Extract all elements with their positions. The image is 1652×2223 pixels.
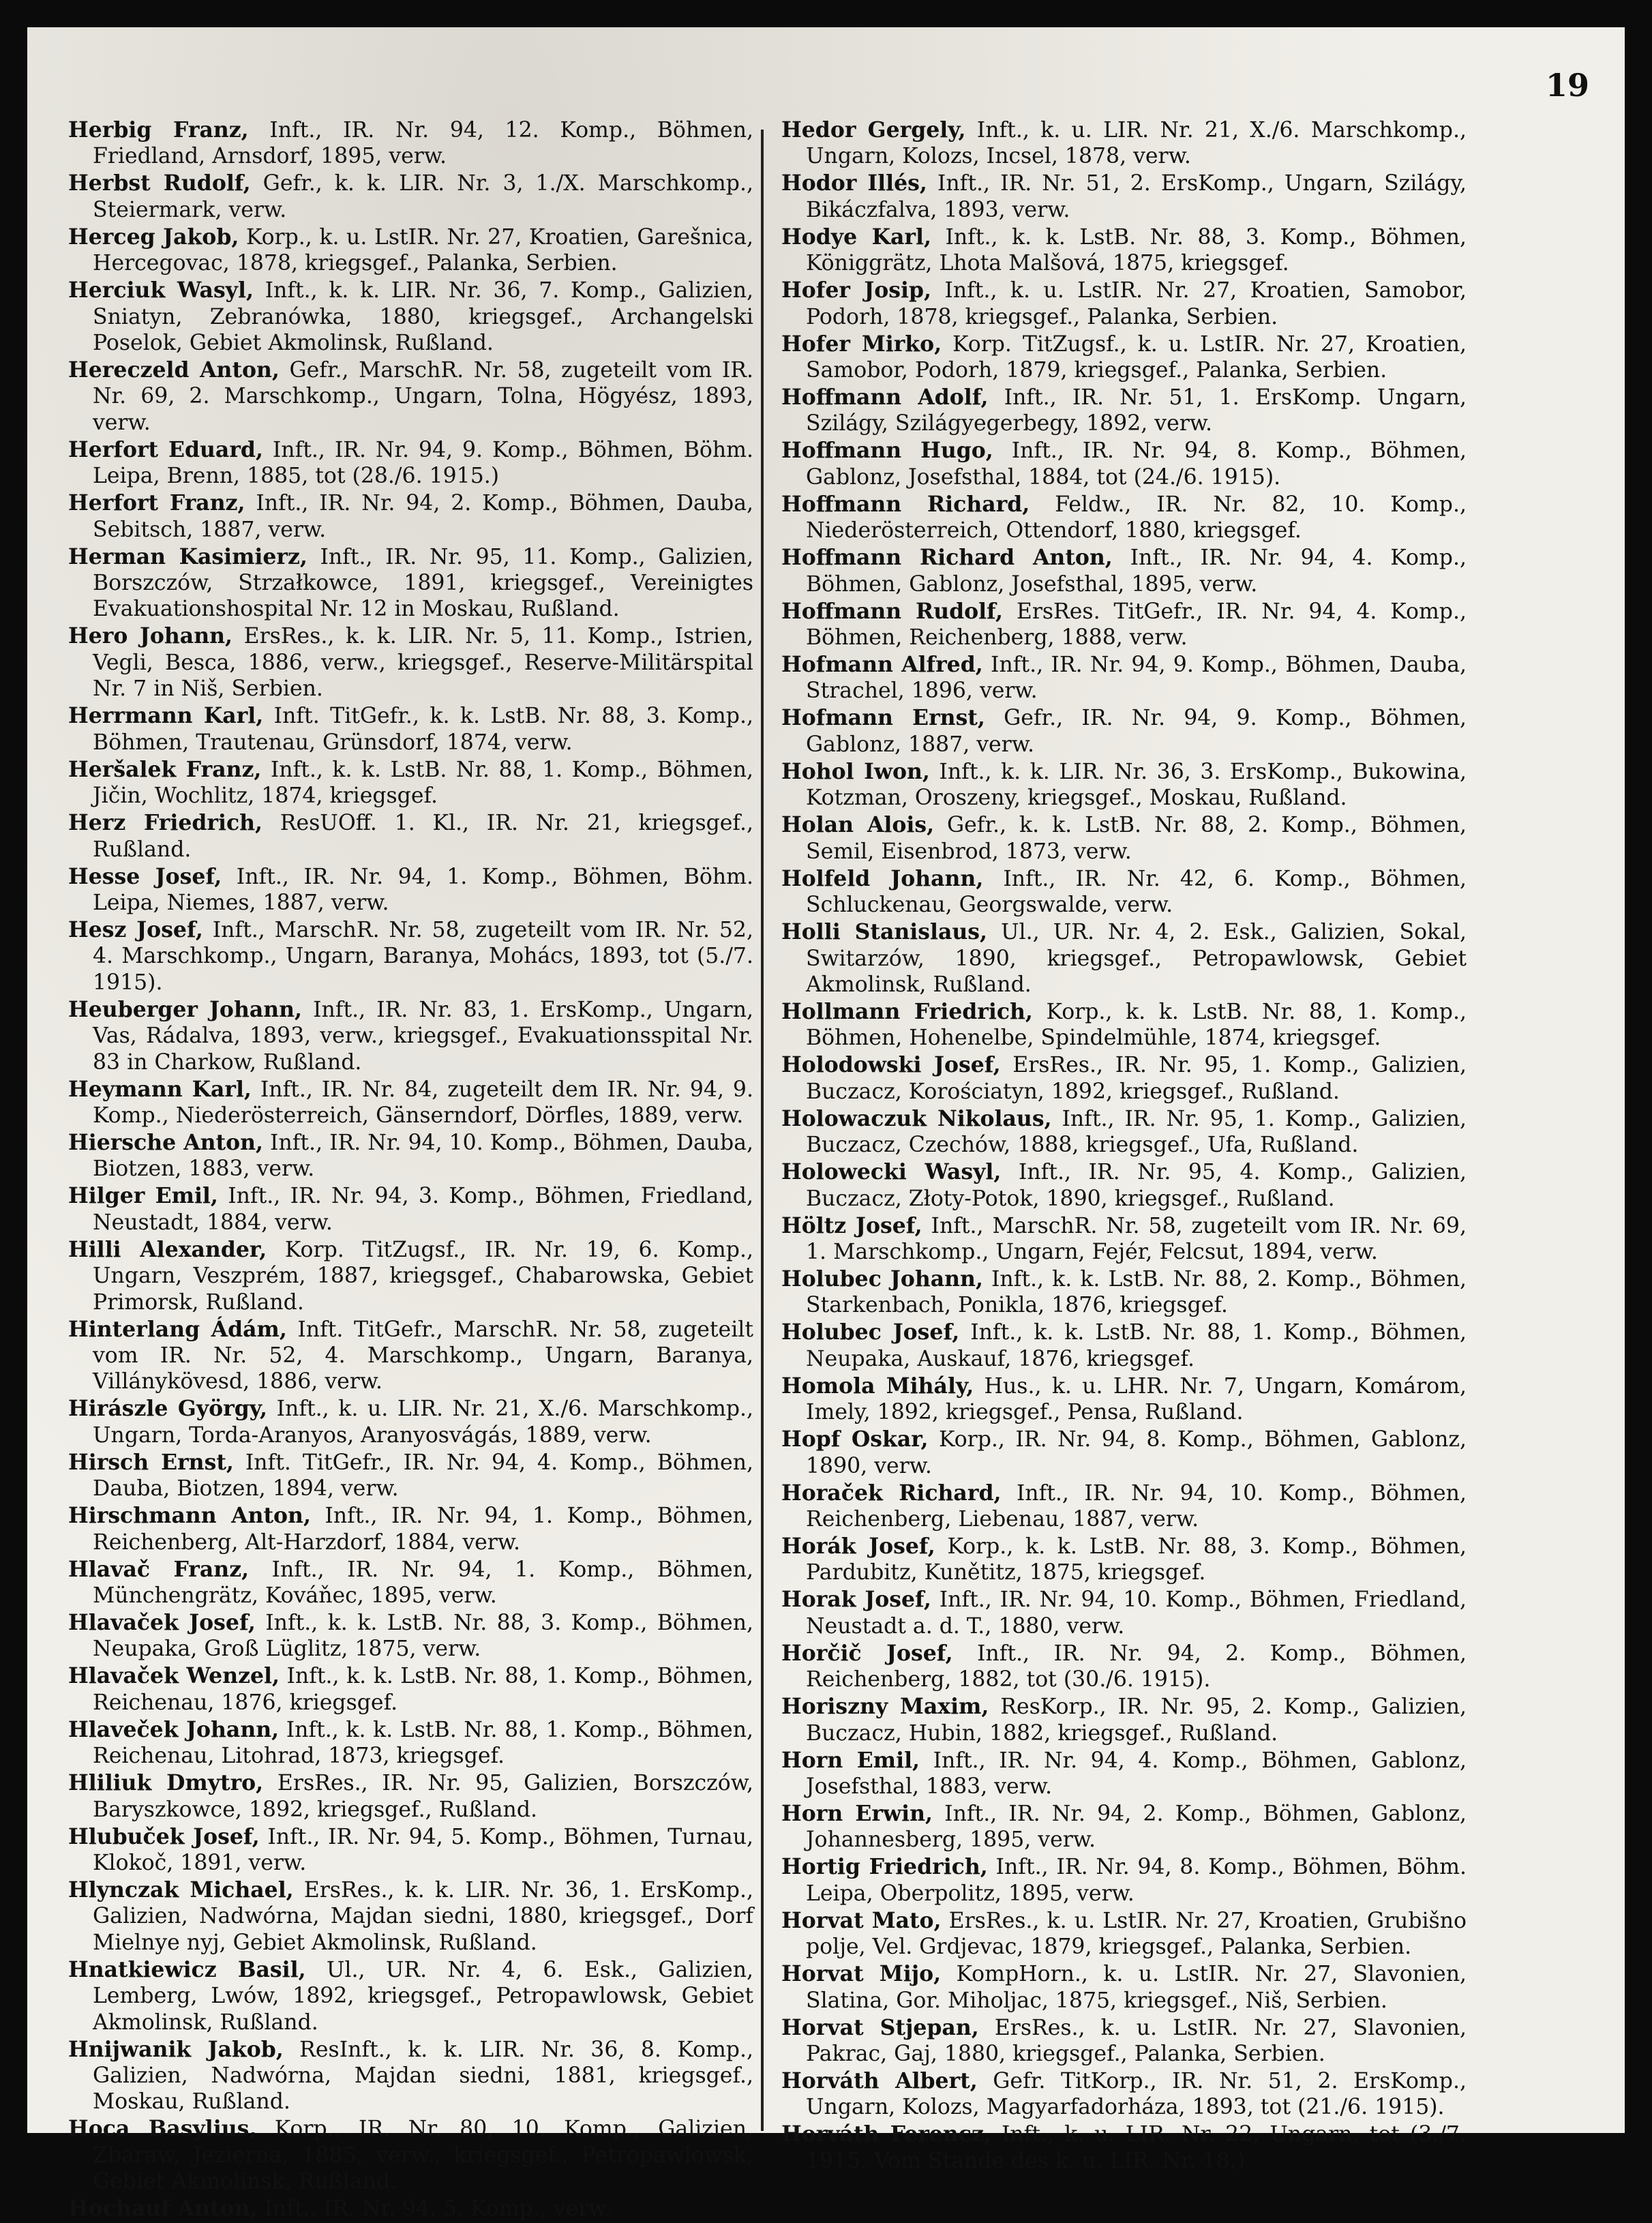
entry-details: Inft., k. u. LIR. Nr. 22, Ungarn, tot (3./7. 1915. Vom Stande des k. u. LIR. Nr. 18.) [806, 2122, 1467, 2173]
entry-name: Hlavaček Wenzel, [68, 1663, 280, 1689]
entry-name: Hopf Oskar, [781, 1427, 929, 1452]
entry-details: ErsRes. TitGefr., IR. Nr. 94, 4. Komp., Böhmen, Reichenberg, 1888, verw. [806, 599, 1467, 651]
entry-details: Inft., k. k. LstB. Nr. 88, 1. Komp., Böhmen, Neupaka, Auskauf, 1876, kriegsgef. [806, 1320, 1467, 1371]
list-entry [68, 1183, 753, 1236]
entry-name: Horvat Mato, [781, 1907, 942, 1933]
entry-details: Korp., k. u. LstIR. Nr. 27, Kroatien, Garešnica, Hercegovac, 1878, kriegsgef., Palanka, Serbien. [93, 224, 754, 276]
list-entry [781, 759, 1467, 811]
entry-details: Gefr., IR. Nr. 94, 9. Komp., Böhmen, Gablonz, 1887, verw. [806, 706, 1467, 757]
list-entry [68, 917, 753, 996]
entry-details: Inft. TitGefr., MarschR. Nr. 58, zugeteilt vom IR. Nr. 52, 4. Marschkomp., Ungarn, Baranya, Villánykövesd, 1886, verw. [93, 1317, 754, 1394]
entry-details: Hus., k. u. LHR. Nr. 7, Ungarn, Komárom, Imely, 1892, kriegsgef., Pensa, Rußland. [806, 1373, 1467, 1425]
list-entry [68, 1503, 753, 1555]
list-entry [68, 997, 753, 1075]
entry-name: Horváth Albert, [781, 2068, 978, 2094]
list-entry [68, 170, 753, 223]
entry-name: Herz Friedrich, [68, 810, 263, 836]
entry-name: Horvat Stjepan, [781, 2014, 979, 2040]
entry-name: Horaček Richard, [781, 1480, 1002, 1506]
entry-details: ResInft., k. k. LIR. Nr. 36, 8. Komp., Galizien, Nadwórna, Majdan siedni, 1881, kriegsgef., Moskau, Rußland. [93, 2037, 754, 2115]
entry-details: Gefr., k. k. LstB. Nr. 88, 2. Komp., Böhmen, Semil, Eisenbrod, 1873, verw. [806, 813, 1467, 864]
list-entry [781, 278, 1467, 330]
list-entry [68, 810, 753, 863]
entry-details: Korp., IR. Nr. 94, 8. Komp., Böhmen, Gablonz, 1890, verw. [806, 1427, 1467, 1478]
entry-details: Inft., IR. Nr. 94, 4. Komp., Böhmen, Gablonz, Josefsthal, 1895, verw. [806, 546, 1467, 597]
list-entry [781, 705, 1467, 758]
entry-name: Hoffmann Rudolf, [781, 598, 1003, 624]
entry-name: Höltz Josef, [781, 1212, 922, 1238]
list-entry [68, 544, 753, 623]
list-entry [68, 1610, 753, 1662]
entry-name: Horiszny Maxim, [781, 1694, 989, 1720]
entry-name: Hochauf Anton, [68, 2196, 258, 2222]
entry-name: Hofer Josip, [781, 278, 931, 303]
entry-details: Inft., IR. Nr. 94, 10. Komp., Böhmen, Reichenberg, Liebenau, 1887, verw. [806, 1480, 1467, 1532]
entry-details: Inft., k. u. LstIR. Nr. 27, Kroatien, Samobor, Podorh, 1878, kriegsgef., Palanka, Serbien. [806, 278, 1467, 329]
list-entry [68, 623, 753, 702]
entry-details: Inft., IR. Nr. 94, 2. Komp., Böhmen, Reichenberg, 1882, tot (30./6. 1915). [806, 1641, 1467, 1692]
entry-details: Inft., k. k. LstB. Nr. 88, 1. Komp., Böhmen, Reichenau, Litohrad, 1873, kriegsgef. [93, 1717, 753, 1769]
entry-details: Inft., IR. Nr. 94, 2. Komp., Böhmen, Dauba, Sebitsch, 1887, verw. [93, 491, 753, 542]
entry-details: Inft., IR. Nr. 94, 1. Komp., Böhmen, Reichenberg, Alt-Harzdorf, 1884, verw. [93, 1504, 753, 1555]
list-entry [68, 1317, 753, 1395]
entry-name: Hofmann Ernst, [781, 705, 985, 731]
entry-name: Horčič Josef, [781, 1640, 953, 1666]
entry-details: Inft., IR. Nr. 94, 3. Komp., Böhmen, Friedland, Neustadt, 1884, verw. [93, 1184, 753, 1235]
left-column [68, 117, 753, 2223]
entry-name: Hinterlang Ádám, [68, 1316, 287, 1342]
entry-details: Inft., IR. Nr. 94, 1. Komp., Böhmen, Böhm. Leipa, Niemes, 1887, verw. [93, 864, 753, 915]
entry-details: ResKorp., IR. Nr. 95, 2. Komp., Galizien, Buczacz, Hubin, 1882, kriegsgef., Rußland. [806, 1695, 1467, 1746]
entry-name: Heuberger Johann, [68, 996, 303, 1022]
entry-name: Hilger Emil, [68, 1183, 218, 1209]
entry-details: Inft., IR. Nr. 94, 10. Komp., Böhmen, Dauba, Biotzen, 1883, verw. [93, 1130, 753, 1182]
entry-name: Hedor Gergely, [781, 117, 966, 143]
entry-details: Inft., IR. Nr. 51, 1. ErsKomp. Ungarn, Szilágy, Szilágyegerbegy, 1892, verw. [806, 385, 1467, 436]
entry-name: Hlavač Franz, [68, 1556, 250, 1582]
entry-name: Hoca Basylius, [68, 2116, 257, 2142]
list-entry [781, 1534, 1467, 1586]
entry-name: Herrmann Karl, [68, 703, 264, 729]
entry-name: Herciuk Wasyl, [68, 278, 254, 303]
list-entry [781, 1266, 1467, 1319]
entry-details: Inft., k. k. LstB. Nr. 88, 3. Komp., Böhmen, Königgrätz, Lhota Malšová, 1875, kriegsgef. [806, 224, 1467, 276]
entry-name: Hereczeld Anton, [68, 357, 280, 383]
entry-name: Hoffmann Hugo, [781, 438, 993, 464]
entry-details: Korp. TitZugsf., IR. Nr. 19, 6. Komp., Ungarn, Veszprém, 1887, kriegsgef., Chabarowska, Gebiet Primorsk, Rußland. [93, 1237, 753, 1315]
entry-name: Hliliuk Dmytro, [68, 1770, 264, 1796]
entry-name: Hiersche Anton, [68, 1129, 263, 1155]
list-entry [781, 919, 1467, 998]
list-entry [68, 757, 753, 809]
column-divider [761, 130, 764, 2131]
list-entry [781, 1641, 1467, 1693]
entry-details: Inft., MarschR. Nr. 58, zugeteilt vom IR. Nr. 52, 4. Marschkomp., Ungarn, Baranya, Mohács, 1893, tot (5./7. 1915). [93, 917, 753, 995]
entry-name: Horák Josef, [781, 1533, 935, 1559]
entry-name: Hesz Josef, [68, 916, 203, 942]
entry-details: Inft., IR. Nr. 51, 2. ErsKomp., Ungarn, Szilágy, Bikáczfalva, 1893, verw. [806, 171, 1467, 222]
document-page [27, 27, 1625, 2222]
entry-name: Hlynczak Michael, [68, 1877, 294, 1903]
entry-name: Herbig Franz, [68, 117, 249, 143]
entry-name: Hodor Illés, [781, 170, 927, 196]
entry-details: Feldw., IR. Nr. 82, 10. Komp., Niederösterreich, Ottendorf, 1880, kriegsgef. [806, 492, 1467, 543]
entry-details: ErsRes., k. u. LstIR. Nr. 27, Kroatien, Grubišno polje, Vel. Grdjevac, 1879, kriegsgef., Palanka, Serbien. [806, 1908, 1467, 1960]
entry-details: Inft., MarschR. Nr. 58, zugeteilt vom IR. Nr. 69, 1. Marschkomp., Ungarn, Fejér, Felcsut, 1894, verw. [806, 1213, 1467, 1264]
list-entry [68, 1770, 753, 1823]
list-entry [68, 1130, 753, 1182]
entry-details: Inft., IR. Nr. 83, 1. ErsKomp., Ungarn, Vas, Rádalva, 1893, verw., kriegsgef., Evakuationsspital Nr. 83 in Charkow, Rußland. [93, 997, 753, 1075]
entry-name: Hnijwanik Jakob, [68, 2036, 284, 2062]
entry-details: Inft., IR. Nr. 95, 4. Komp., Galizien, Buczacz, Złoty-Potok, 1890, kriegsgef., Rußland. [806, 1160, 1467, 1211]
list-entry [68, 437, 753, 490]
entry-name: Hlavaček Josef, [68, 1610, 256, 1635]
entry-details: Korp., IR. Nr. 80, 10. Komp., Galizien, Zbaraw, Jezierna, 1885, verw., kriegsgef., Petropawlowsk, Gebiet Akmolinsk, Rußland. [93, 2117, 753, 2194]
entry-name: Hoffmann Richard Anton, [781, 545, 1113, 571]
list-entry [781, 999, 1467, 1051]
list-entry [68, 357, 753, 436]
list-entry [68, 490, 753, 543]
entry-details: Gefr., k. k. LIR. Nr. 3, 1./X. Marschkomp., Steiermark, verw. [93, 171, 753, 222]
list-entry [781, 1159, 1467, 1212]
entry-details: Inft., IR. Nr. 94, 2. Komp., Böhmen, Gablonz, Johannesberg, 1895, verw. [806, 1802, 1467, 1853]
list-entry [68, 1877, 753, 1956]
entry-details: Inft., k. u. LIR. Nr. 21, X./6. Marschkomp., Ungarn, Torda-Aranyos, Aranyosvágás, 1889, verw. [93, 1397, 754, 1448]
entry-name: Hilli Alexander, [68, 1236, 267, 1262]
entry-name: Herfort Eduard, [68, 436, 263, 462]
list-entry [68, 224, 753, 277]
list-entry [68, 703, 753, 756]
entry-name: Hodye Karl, [781, 224, 931, 250]
entry-name: Herman Kasimierz, [68, 543, 307, 569]
entry-details: Korp. TitZugsf., k. u. LstIR. Nr. 27, Kroatien, Samobor, Podorh, 1879, kriegsgef., Palanka, Serbien. [806, 331, 1467, 383]
entry-name: Hnatkiewicz Basil, [68, 1956, 306, 1982]
list-entry [68, 1077, 753, 1129]
entry-details: Inft., k. k. LIR. Nr. 36, 7. Komp., Galizien, Sniatyn, Zebranówka, 1880, kriegsgef., Archangelski Poselok, Gebiet Akmolinsk, Rußland. [93, 278, 753, 356]
list-entry [781, 492, 1467, 544]
entry-details: Inft., IR. Nr. 94, 1. Komp., Böhmen, Münchengrätz, Kováňec, 1895, verw. [93, 1557, 753, 1608]
entry-details: Inft., IR. Nr. 94, 12. Komp., Böhmen, Friedland, Arnsdorf, 1895, verw. [93, 118, 753, 169]
list-entry [781, 1854, 1467, 1907]
entry-details: Korp., k. k. LstB. Nr. 88, 1. Komp., Böhmen, Hohenelbe, Spindelmühle, 1874, kriegsgef. [806, 999, 1467, 1051]
entry-name: Hlaveček Johann, [68, 1716, 280, 1742]
list-entry [781, 1694, 1467, 1746]
entry-details: Gefr. TitKorp., IR. Nr. 51, 2. ErsKomp., Ungarn, Kolozs, Magyarfadorháza, 1893, tot (21./6. 1915). [806, 2069, 1467, 2120]
entry-name: Herbst Rudolf, [68, 170, 251, 196]
entry-name: Holowaczuk Nikolaus, [781, 1105, 1052, 1131]
entry-details: Inft., k. k. LstB. Nr. 88, 2. Komp., Böhmen, Starkenbach, Ponikla, 1876, kriegsgef. [806, 1266, 1467, 1318]
list-entry [781, 1052, 1467, 1105]
list-entry [781, 1961, 1467, 2014]
entry-name: Hirschmann Anton, [68, 1503, 311, 1529]
list-entry [781, 385, 1467, 437]
list-entry [68, 117, 753, 170]
entry-name: Hollmann Friedrich, [781, 998, 1033, 1024]
list-entry [781, 2068, 1467, 2121]
entry-details: Inft., IR. Nr. 42, 6. Komp., Böhmen, Schluckenau, Georgswalde, verw. [806, 866, 1467, 918]
entry-name: Hoffmann Adolf, [781, 385, 989, 411]
entry-name: Holubec Johann, [781, 1266, 983, 1292]
list-entry [781, 1427, 1467, 1479]
entry-details: Inft., IR. Nr. 84, zugeteilt dem IR. Nr. 94, 9. Komp., Niederösterreich, Gänserndorf, Dörfles, 1889, verw. [93, 1077, 753, 1128]
entry-name: Hofer Mirko, [781, 331, 942, 357]
entry-name: Hlubuček Josef, [68, 1823, 260, 1849]
list-entry [781, 1319, 1467, 1372]
list-entry [781, 652, 1467, 704]
list-entry [68, 1824, 753, 1877]
list-entry [781, 224, 1467, 277]
entry-name: Horn Erwin, [781, 1801, 933, 1826]
entry-name: Hoffmann Richard, [781, 491, 1030, 517]
entry-details: Inft., IR. Nr. 94, 5. Komp., Böhmen, Turnau, Klokoč, 1891, verw. [93, 1824, 753, 1876]
list-entry [781, 331, 1467, 384]
entry-details: Inft., IR. Nr. 95, 1. Komp., Galizien, Buczacz, Czechów, 1888, kriegsgef., Ufa, Rußland. [806, 1106, 1467, 1158]
list-entry [68, 1557, 753, 1609]
entry-name: Horvat Mijo, [781, 1961, 942, 1987]
page-number: 19 [1545, 67, 1589, 104]
list-entry [68, 2116, 753, 2194]
entry-name: Hortig Friedrich, [781, 1854, 988, 1880]
list-entry [68, 864, 753, 916]
list-entry [781, 599, 1467, 651]
list-entry [781, 1587, 1467, 1639]
entry-name: Horn Emil, [781, 1747, 920, 1773]
entry-details: Inft., IR. Nr. 94, 8. Komp., Böhmen, Böhm. Leipa, Oberpolitz, 1895, verw. [806, 1855, 1467, 1906]
entry-name: Herfort Franz, [68, 490, 245, 516]
entry-name: Homola Mihály, [781, 1373, 974, 1399]
entry-details: ErsRes., IR. Nr. 95, 1. Komp., Galizien, Buczacz, Korościatyn, 1892, kriegsgef., Rußland. [806, 1053, 1467, 1104]
list-entry [781, 1908, 1467, 1960]
list-entry [68, 278, 753, 356]
entry-name: Hirsch Ernst, [68, 1449, 234, 1475]
entry-details: Inft., IR. Nr. 94, 4. Komp., Böhmen, Gablonz, Josefsthal, 1883, verw. [806, 1748, 1467, 1799]
entry-details: Inft., IR. Nr. 94, 5. Komp., verw. [257, 2196, 612, 2222]
list-entry [68, 1957, 753, 2035]
entry-name: Holli Stanislaus, [781, 919, 987, 945]
list-entry [781, 1373, 1467, 1426]
list-entry [68, 1717, 753, 1770]
entry-details: ErsRes., k. u. LstIR. Nr. 27, Slavonien, Pakrac, Gaj, 1880, kriegsgef., Palanka, Serbien. [806, 2015, 1467, 2067]
entry-name: Hofmann Alfred, [781, 652, 983, 678]
entry-details: Inft., k. k. LstB. Nr. 88, 1. Komp., Böhmen, Jičin, Wochlitz, 1874, kriegsgef. [93, 757, 753, 809]
list-entry [781, 438, 1467, 490]
entry-details: Inft., k. k. LIR. Nr. 36, 3. ErsKomp., Bukowina, Kotzman, Oroszeny, kriegsgef., Moskau, Rußland. [806, 759, 1467, 811]
list-entry [781, 545, 1467, 597]
list-entry [781, 1480, 1467, 1533]
entry-details: Inft. TitGefr., IR. Nr. 94, 4. Komp., Böhmen, Dauba, Biotzen, 1894, verw. [93, 1450, 753, 1502]
entry-details: Inft., IR. Nr. 94, 8. Komp., Böhmen, Gablonz, Josefsthal, 1884, tot (24./6. 1915). [806, 438, 1467, 490]
entry-name: Hirászle György, [68, 1396, 268, 1422]
entry-name: Holodowski Josef, [781, 1052, 1001, 1078]
list-entry [781, 2121, 1467, 2174]
entry-details: Inft., k. u. LIR. Nr. 21, X./6. Marschkomp., Ungarn, Kolozs, Incsel, 1878, verw. [806, 118, 1467, 169]
entry-name: Holfeld Johann, [781, 865, 984, 891]
entry-name: Heymann Karl, [68, 1076, 252, 1102]
list-entry [781, 1213, 1467, 1266]
entry-details: Ul., UR. Nr. 4, 2. Esk., Galizien, Sokal, Switarzów, 1890, kriegsgef., Petropawlowsk, Gebiet Akmolinsk, Rußland. [806, 920, 1467, 997]
entry-details: ErsRes., k. k. LIR. Nr. 5, 11. Komp., Istrien, Vegli, Besca, 1886, verw., kriegsgef., Reserve-Militärspital Nr. 7 in Niš, Serbien. [93, 624, 753, 702]
list-entry [68, 1663, 753, 1716]
list-entry [781, 117, 1467, 170]
list-entry [781, 1748, 1467, 1800]
entry-details: ErsRes., k. k. LIR. Nr. 36, 1. ErsKomp., Galizien, Nadwórna, Majdan siedni, 1880, kriegsgef., Dorf Mielnye nyj, Gebiet Akmolinsk, Rußland. [93, 1878, 753, 1955]
entry-name: Holowecki Wasyl, [781, 1159, 1002, 1185]
entry-name: Herceg Jakob, [68, 224, 239, 250]
entry-details: Inft., k. k. LstB. Nr. 88, 3. Komp., Böhmen, Neupaka, Groß Lüglitz, 1875, verw. [93, 1611, 753, 1662]
list-entry [781, 1801, 1467, 1853]
entry-details: Inft., IR. Nr. 94, 9. Komp., Böhmen, Dauba, Strachel, 1896, verw. [806, 653, 1467, 704]
entry-name: Horak Josef, [781, 1587, 931, 1613]
list-entry [68, 1396, 753, 1448]
entry-details: Inft., IR. Nr. 94, 10. Komp., Böhmen, Friedland, Neustadt a. d. T., 1880, verw. [806, 1587, 1467, 1639]
list-entry [781, 866, 1467, 919]
list-entry [68, 1450, 753, 1502]
entry-details: KompHorn., k. u. LstIR. Nr. 27, Slavonien, Slatina, Gor. Miholjac, 1875, kriegsgef., Niš, Serbien. [806, 1962, 1467, 2013]
entry-name: Holubec Josef, [781, 1319, 960, 1345]
entry-name: Hohol Iwon, [781, 758, 930, 784]
entry-details: Inft., IR. Nr. 94, 9. Komp., Böhmen, Böhm. Leipa, Brenn, 1885, tot (28./6. 1915.) [93, 437, 753, 489]
entry-details: Korp., k. k. LstB. Nr. 88, 3. Komp., Böhmen, Pardubitz, Kunětitz, 1875, kriegsgef. [806, 1534, 1467, 1585]
right-column [781, 117, 1467, 2175]
entry-details: ResUOff. 1. Kl., IR. Nr. 21, kriegsgef., Rußland. [93, 811, 753, 862]
entry-details: Inft. TitGefr., k. k. LstB. Nr. 88, 3. Komp., Böhmen, Trautenau, Grünsdorf, 1874, verw. [93, 704, 753, 755]
entry-details: Inft., k. k. LstB. Nr. 88, 1. Komp., Böhmen, Reichenau, 1876, kriegsgef. [93, 1664, 753, 1715]
entry-name: Horváth Ferencz, [781, 2121, 991, 2147]
entry-name: Heršalek Franz, [68, 756, 262, 782]
list-entry [781, 2015, 1467, 2068]
list-entry [781, 170, 1467, 223]
entry-details: Gefr., MarschR. Nr. 58, zugeteilt vom IR. Nr. 69, 2. Marschkomp., Ungarn, Tolna, Högyész, 1893, verw. [93, 358, 753, 435]
entry-details: Inft., IR. Nr. 95, 11. Komp., Galizien, Borszczów, Strzałkowce, 1891, kriegsgef., Vereinigtes Evakuationshospital Nr. 12 in Moskau, Rußland. [93, 544, 753, 622]
list-entry [781, 812, 1467, 865]
list-entry [68, 2196, 753, 2222]
entry-details: Ul., UR. Nr. 4, 6. Esk., Galizien, Lemberg, Lwów, 1892, kriegsgef., Petropawlowsk, Gebiet Akmolinsk, Rußland. [93, 1957, 753, 2035]
list-entry [68, 1237, 753, 1315]
list-entry [68, 2037, 753, 2115]
entry-details: ErsRes., IR. Nr. 95, Galizien, Borszczów, Baryszkowce, 1892, kriegsgef., Rußland. [93, 1771, 753, 1822]
entry-name: Hero Johann, [68, 623, 232, 649]
list-entry [781, 1106, 1467, 1159]
entry-name: Holan Alois, [781, 812, 935, 838]
entry-name: Hesse Josef, [68, 863, 222, 889]
